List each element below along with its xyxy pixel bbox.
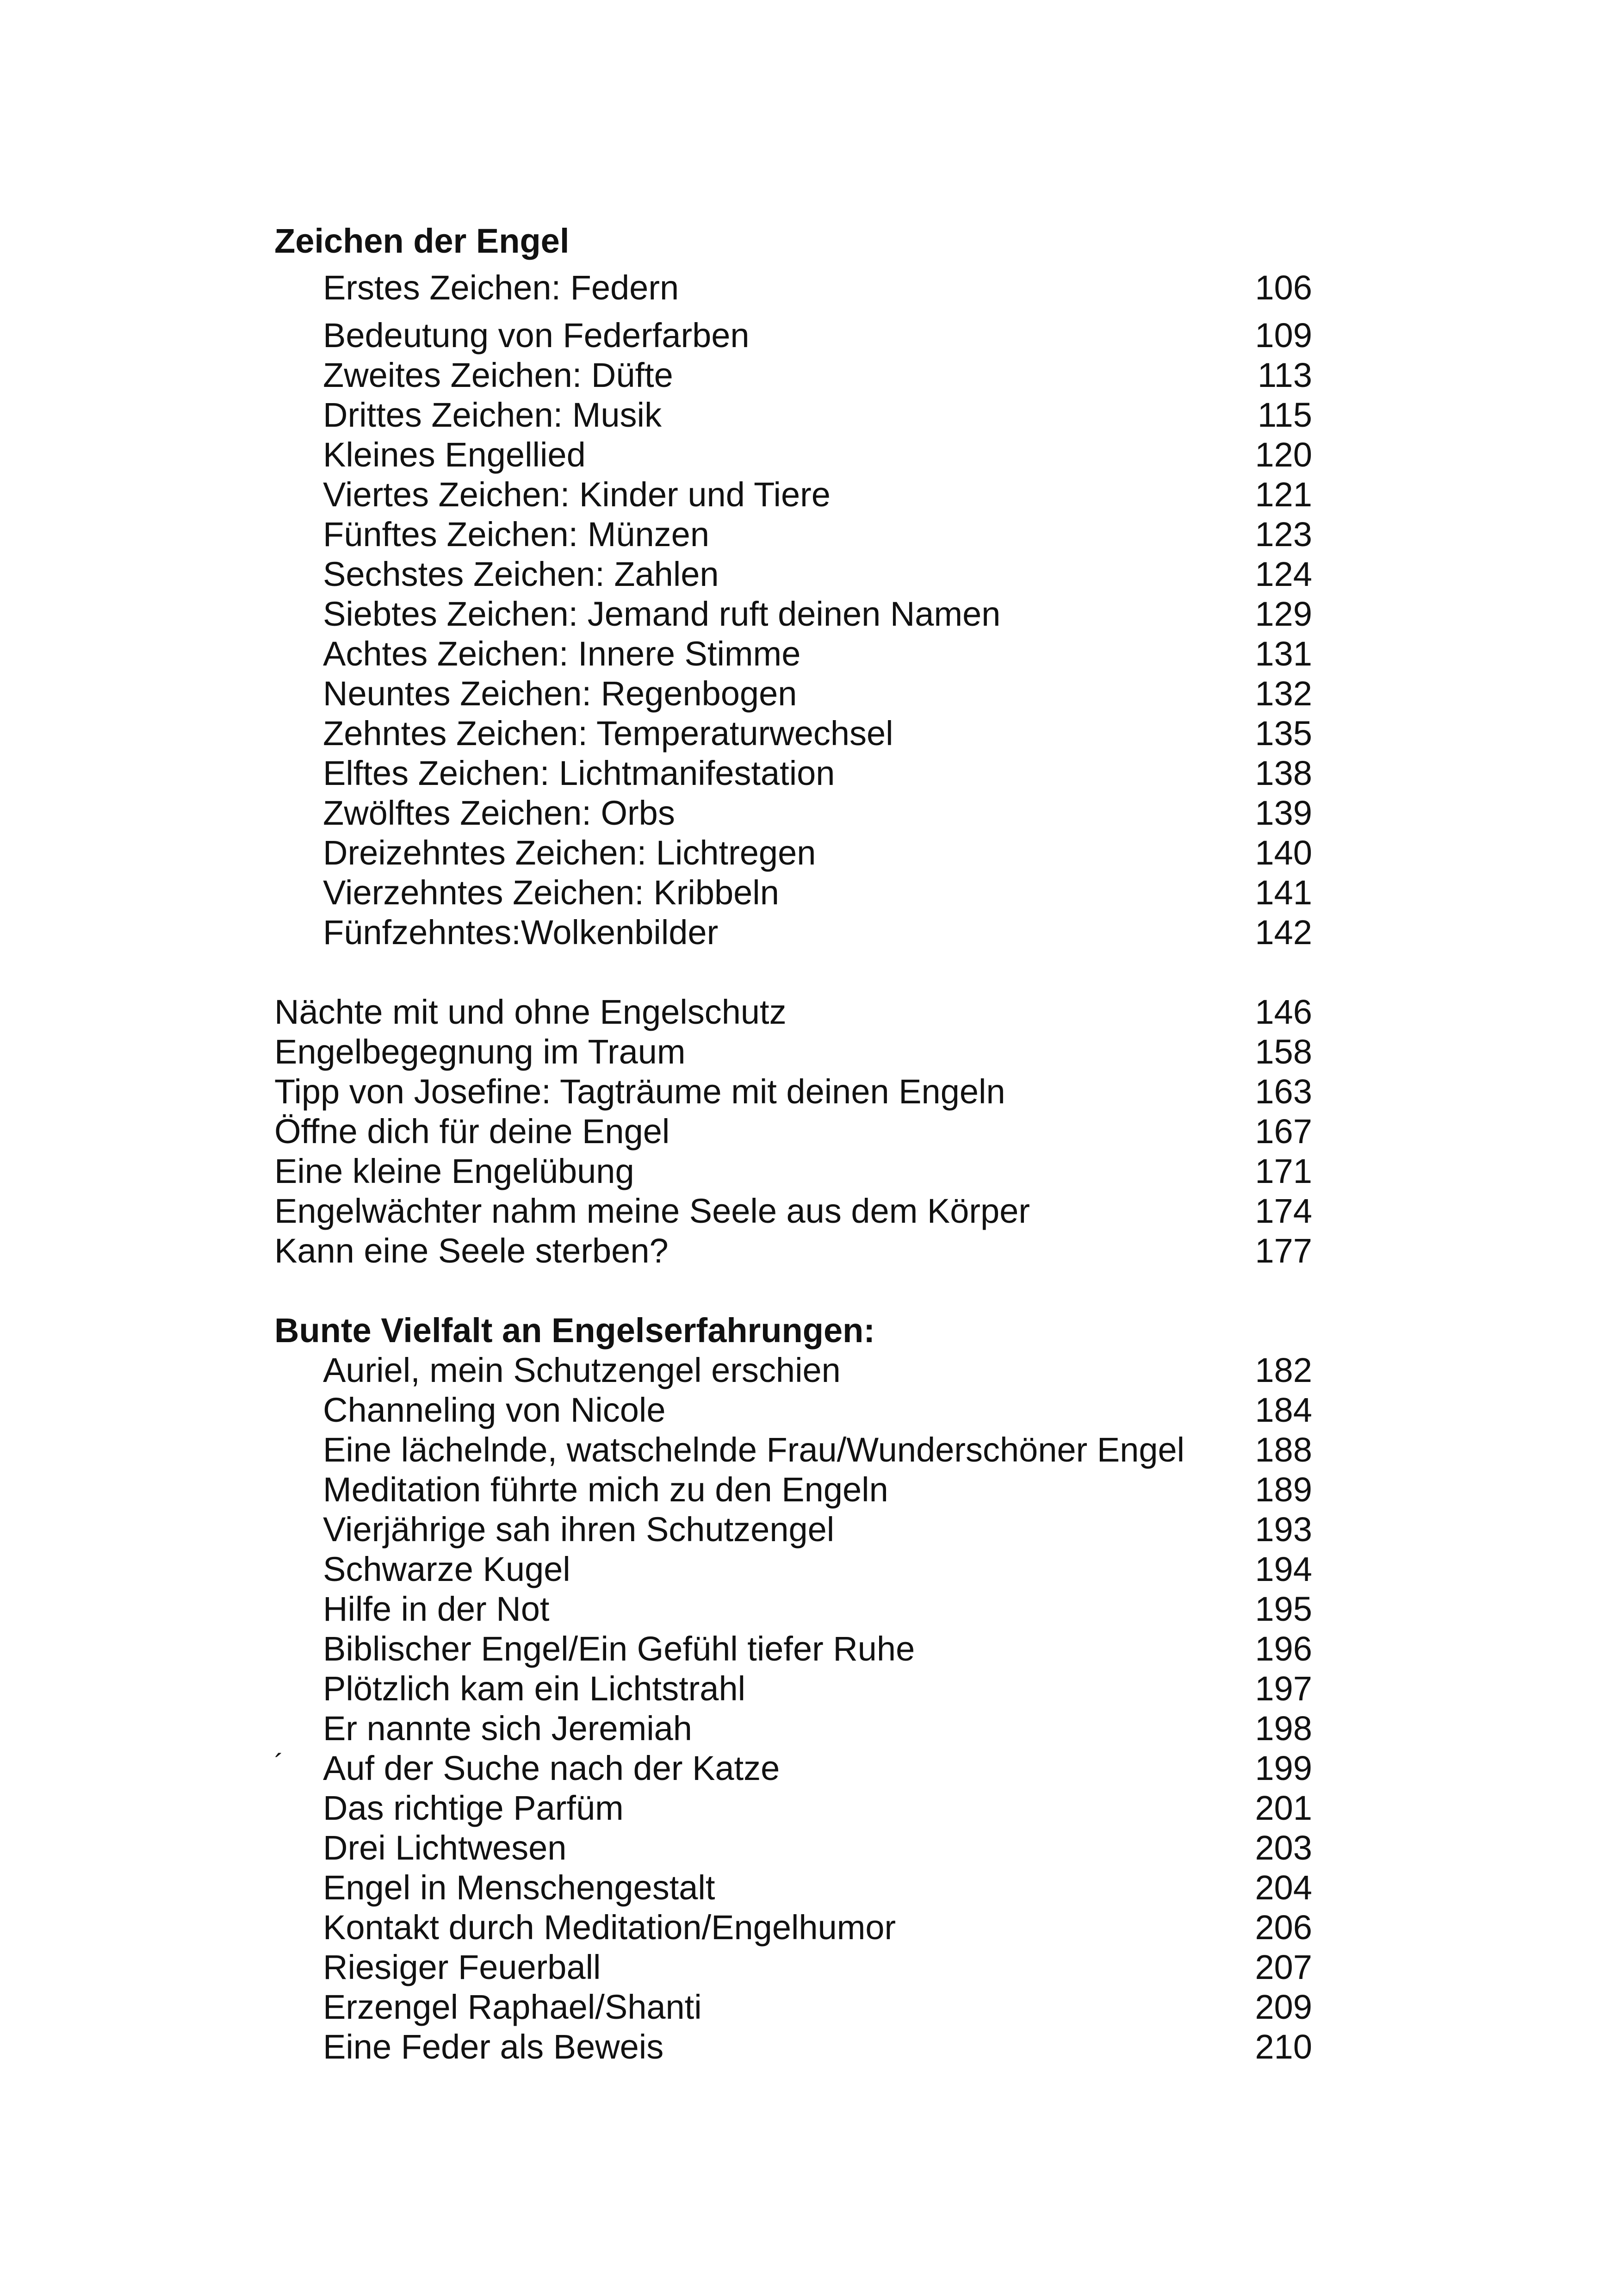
toc-entry-title: Zehntes Zeichen: Temperaturwechsel: [323, 714, 893, 753]
toc-entry-title: Plötzlich kam ein Lichtstrahl: [323, 1669, 746, 1708]
toc-entry-page: 140: [1255, 834, 1312, 872]
toc-entry-page: 194: [1255, 1550, 1312, 1588]
toc-entry-title: Schwarze Kugel: [323, 1550, 570, 1588]
toc-entry-title: Eine kleine Engelübung: [274, 1152, 634, 1190]
toc-entry-page: 198: [1255, 1709, 1312, 1748]
toc-entry-page: 174: [1255, 1192, 1312, 1230]
toc-entry-title: Sechstes Zeichen: Zahlen: [323, 555, 719, 593]
toc-entry-title: Hilfe in der Not: [323, 1590, 550, 1628]
toc-entry-title: Channeling von Nicole: [323, 1391, 666, 1429]
toc-entry-title: Zweites Zeichen: Düfte: [323, 356, 673, 394]
section-heading: Bunte Vielfalt an Engelserfahrungen:: [274, 1311, 875, 1350]
section-heading: Zeichen der Engel: [274, 222, 570, 260]
toc-entry-page: 158: [1255, 1033, 1312, 1071]
toc-entry-page: 124: [1255, 555, 1312, 593]
toc-entry-page: 163: [1255, 1072, 1312, 1111]
toc-entry-title: Vierzehntes Zeichen: Kribbeln: [323, 873, 779, 912]
toc-entry-title: Kleines Engellied: [323, 436, 586, 474]
toc-entry-title: Engel in Menschengestalt: [323, 1868, 715, 1907]
toc-entry-title: Nächte mit und ohne Engelschutz: [274, 993, 787, 1031]
toc-entry-page: 199: [1255, 1749, 1312, 1787]
toc-entry-page: 135: [1255, 714, 1312, 753]
toc-entry-page: 184: [1255, 1391, 1312, 1429]
toc-entry-title: Elftes Zeichen: Lichtmanifestation: [323, 754, 835, 792]
toc-entry-title: Auf der Suche nach der Katze: [323, 1749, 780, 1787]
toc-entry-page: 109: [1255, 316, 1312, 355]
toc-entry-title: Viertes Zeichen: Kinder und Tiere: [323, 475, 831, 514]
toc-entry-page: 203: [1255, 1829, 1312, 1867]
toc-entry-page: 195: [1255, 1590, 1312, 1628]
toc-entry-page: 188: [1255, 1431, 1312, 1469]
toc-entry-title: Auriel, mein Schutzengel erschien: [323, 1351, 841, 1389]
toc-entry-title: Das richtige Parfüm: [323, 1789, 624, 1827]
toc-entry-title: Siebtes Zeichen: Jemand ruft deinen Namen: [323, 595, 1001, 633]
toc-entry-page: 189: [1255, 1470, 1312, 1509]
toc-entry-title: Meditation führte mich zu den Engeln: [323, 1470, 888, 1509]
toc-entry-title: Tipp von Josefine: Tagträume mit deinen Engeln: [274, 1072, 1005, 1111]
toc-entry-page: 106: [1255, 268, 1312, 307]
toc-entry-page: 146: [1255, 993, 1312, 1031]
toc-entry-title: Zwölftes Zeichen: Orbs: [323, 794, 675, 832]
toc-entry-title: Biblischer Engel/Ein Gefühl tiefer Ruhe: [323, 1630, 915, 1668]
toc-entry-page: 121: [1255, 475, 1312, 514]
stray-accent-mark: ´: [274, 1748, 284, 1780]
toc-entry-page: 171: [1255, 1152, 1312, 1190]
toc-entry-title: Fünfzehntes:Wolkenbilder: [323, 913, 719, 952]
toc-entry-title: Eine lächelnde, watschelnde Frau/Wunderschöner Engel: [323, 1431, 1185, 1469]
toc-entry-page: 209: [1255, 1988, 1312, 2026]
toc-entry-title: Er nannte sich Jeremiah: [323, 1709, 692, 1748]
toc-entry-title: Kann eine Seele sterben?: [274, 1232, 669, 1270]
toc-entry-page: 210: [1255, 2028, 1312, 2066]
toc-entry-title: Öffne dich für deine Engel: [274, 1112, 670, 1151]
toc-entry-page: 141: [1255, 873, 1312, 912]
toc-entry-page: 129: [1255, 595, 1312, 633]
toc-entry-title: Dreizehntes Zeichen: Lichtregen: [323, 834, 816, 872]
toc-entry-page: 138: [1255, 754, 1312, 792]
toc-entry-title: Drittes Zeichen: Musik: [323, 396, 662, 434]
toc-entry-title: Bedeutung von Federfarben: [323, 316, 750, 355]
toc-entry-page: 197: [1255, 1669, 1312, 1708]
toc-entry-page: 182: [1255, 1351, 1312, 1389]
toc-entry-page: 115: [1258, 396, 1312, 434]
toc-entry-title: Riesiger Feuerball: [323, 1948, 601, 1986]
toc-entry-page: 142: [1255, 913, 1312, 952]
toc-entry-title: Achtes Zeichen: Innere Stimme: [323, 635, 801, 673]
toc-entry-page: 177: [1255, 1232, 1312, 1270]
toc-entry-title: Fünftes Zeichen: Münzen: [323, 515, 709, 554]
toc-entry-page: 196: [1255, 1630, 1312, 1668]
toc-entry-page: 193: [1255, 1510, 1312, 1549]
toc-entry-title: Kontakt durch Meditation/Engelhumor: [323, 1908, 896, 1947]
toc-entry-page: 120: [1255, 436, 1312, 474]
toc-entry-page: 167: [1255, 1112, 1312, 1151]
toc-entry-page: 139: [1255, 794, 1312, 832]
toc-entry-title: Engelwächter nahm meine Seele aus dem Körper: [274, 1192, 1030, 1230]
toc-entry-title: Erstes Zeichen: Federn: [323, 268, 679, 307]
toc-entry-page: 131: [1255, 635, 1312, 673]
toc-entry-page: 132: [1255, 674, 1312, 713]
toc-entry-page: 204: [1255, 1868, 1312, 1907]
toc-entry-title: Vierjährige sah ihren Schutzengel: [323, 1510, 835, 1549]
toc-entry-title: Drei Lichtwesen: [323, 1829, 567, 1867]
toc-entry-title: Neuntes Zeichen: Regenbogen: [323, 674, 797, 713]
toc-entry-page: 113: [1258, 356, 1312, 394]
toc-entry-page: 207: [1255, 1948, 1312, 1986]
toc-entry-page: 123: [1255, 515, 1312, 554]
toc-entry-title: Erzengel Raphael/Shanti: [323, 1988, 702, 2026]
toc-entry-title: Eine Feder als Beweis: [323, 2028, 664, 2066]
toc-entry-page: 201: [1255, 1789, 1312, 1827]
toc-entry-title: Engelbegegnung im Traum: [274, 1033, 686, 1071]
toc-entry-page: 206: [1255, 1908, 1312, 1947]
